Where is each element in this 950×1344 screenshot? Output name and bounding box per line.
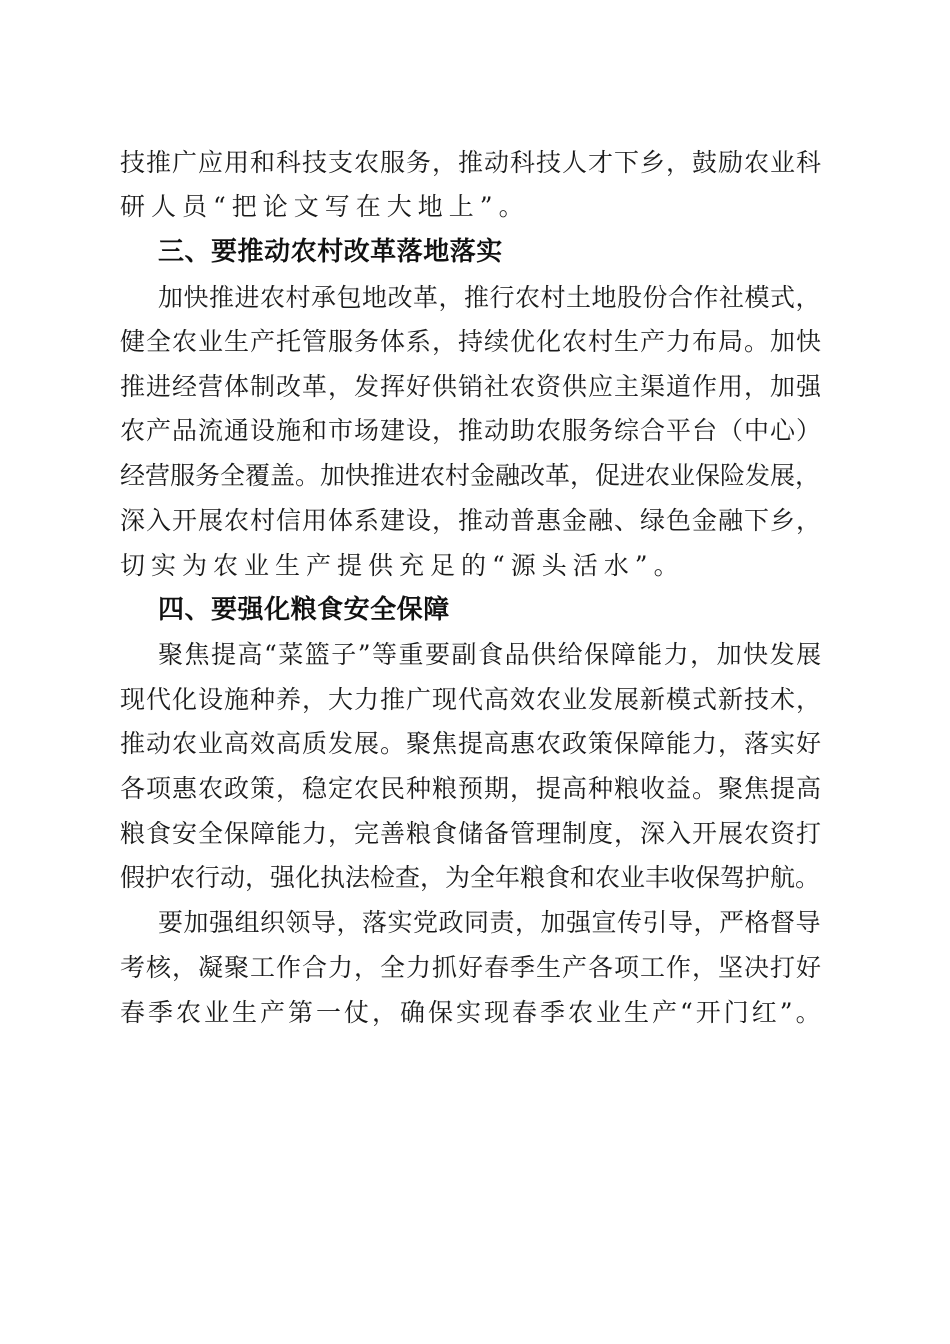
- body-text-line: 推进经营体制改革，发挥好供销社农资供应主渠道作用，加强: [120, 372, 823, 401]
- body-text-line: 春季农业生产第一仗，确保实现春季农业生产“开门红”。: [120, 998, 824, 1027]
- body-text-line: 粮食安全保障能力，完善粮食储备管理制度，深入开展农资打: [120, 819, 823, 848]
- body-text-line: 聚焦提高“菜篮子”等重要副食品供给保障能力，加快发展: [158, 640, 823, 669]
- body-text-line: 切实为农业生产提供充足的“源头活水”。: [120, 551, 685, 580]
- body-text-line: 健全农业生产托管服务体系，持续优化农村生产力布局。加快: [120, 327, 823, 356]
- body-text-line: 研人员“把论文写在大地上”。: [120, 192, 530, 221]
- body-text-line: 各项惠农政策，稳定农民种粮预期，提高种粮收益。聚焦提高: [120, 774, 823, 803]
- body-text-line: 经营服务全覆盖。加快推进农村金融改革，促进农业保险发展，: [120, 461, 821, 490]
- section-heading-4: 四、要强化粮食安全保障: [158, 595, 450, 625]
- body-text-line: 深入开展农村信用体系建设，推动普惠金融、绿色金融下乡，: [120, 506, 823, 535]
- body-text-line: 考核，凝聚工作合力，全力抓好春季生产各项工作，坚决打好: [120, 953, 823, 982]
- body-text-line: 要加强组织领导，落实党政同责，加强宣传引导，严格督导: [158, 908, 822, 937]
- body-text-line: 加快推进农村承包地改革，推行农村土地股份合作社模式，: [158, 283, 822, 312]
- body-text-line: 农产品流通设施和市场建设，推动助农服务综合平台（中心）: [120, 416, 823, 445]
- body-text-line: 假护农行动，强化执法检查，为全年粮食和农业丰收保驾护航。: [120, 863, 821, 892]
- body-text-line: 推动农业高效高质发展。聚焦提高惠农政策保障能力，落实好: [120, 729, 823, 758]
- body-text-line: 技推广应用和科技支农服务，推动科技人才下乡，鼓励农业科: [120, 148, 823, 177]
- section-heading-3: 三、要推动农村改革落地落实: [158, 237, 503, 267]
- body-text-line: 现代化设施种养，大力推广现代高效农业发展新模式新技术，: [120, 685, 823, 714]
